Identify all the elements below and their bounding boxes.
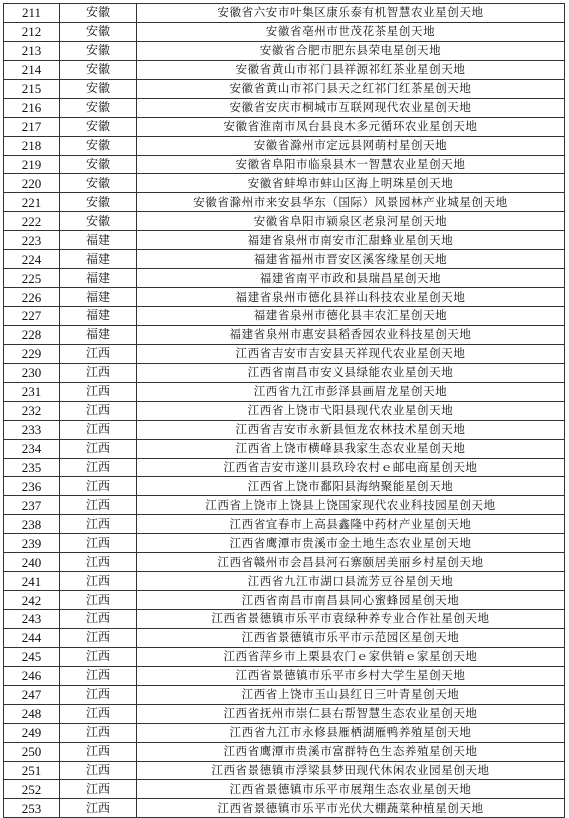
base-name-cell: 江西省景德镇市乐平市示范园区星创天地 xyxy=(137,628,565,647)
row-number-cell: 236 xyxy=(4,477,60,496)
base-name-cell: 江西省上饶市玉山县红日三叶青星创天地 xyxy=(137,685,565,704)
base-name-cell: 福建省泉州市惠安县稻香园农业科技星创天地 xyxy=(137,325,565,344)
row-number-cell: 234 xyxy=(4,439,60,458)
province-cell: 安徽 xyxy=(60,98,137,117)
province-cell: 江西 xyxy=(60,534,137,553)
table-row xyxy=(4,761,565,780)
province-cell: 江西 xyxy=(60,591,137,610)
base-name-cell: 江西省抚州市崇仁县右帮智慧生态农业星创天地 xyxy=(137,704,565,723)
table-row xyxy=(4,553,565,572)
province-cell: 安徽 xyxy=(60,79,137,98)
table-row xyxy=(4,269,565,288)
base-name-cell: 安徽省合肥市肥东县荣电星创天地 xyxy=(137,41,565,60)
base-name-cell: 安徽省阜阳市临泉县木一智慧农业星创天地 xyxy=(137,155,565,174)
table-row xyxy=(4,250,565,269)
table-row xyxy=(4,610,565,629)
base-name-cell: 江西省南昌市安义县绿能农业星创天地 xyxy=(137,363,565,382)
row-number-cell: 228 xyxy=(4,325,60,344)
province-cell: 江西 xyxy=(60,742,137,761)
row-number-cell: 251 xyxy=(4,761,60,780)
base-name-cell: 安徽省滁州市来安县华东（国际）风景园林产业城星创天地 xyxy=(137,193,565,212)
row-number-cell: 213 xyxy=(4,41,60,60)
row-number-cell: 253 xyxy=(4,799,60,818)
table-row xyxy=(4,420,565,439)
table-row xyxy=(4,288,565,307)
star-innovation-table xyxy=(3,3,565,818)
base-name-cell: 江西省上饶市鄱阳县海纳聚能星创天地 xyxy=(137,477,565,496)
province-cell: 福建 xyxy=(60,307,137,326)
table-row xyxy=(4,325,565,344)
row-number-cell: 244 xyxy=(4,628,60,647)
row-number-cell: 245 xyxy=(4,647,60,666)
province-cell: 江西 xyxy=(60,780,137,799)
province-cell: 安徽 xyxy=(60,22,137,41)
base-name-cell: 江西省萍乡市上栗县农门ｅ家供销ｅ家星创天地 xyxy=(137,647,565,666)
row-number-cell: 250 xyxy=(4,742,60,761)
base-name-cell: 江西省景德镇市浮梁县梦田现代休闲农业园星创天地 xyxy=(137,761,565,780)
row-number-cell: 242 xyxy=(4,591,60,610)
base-name-cell: 江西省鹰潭市贵溪市金土地生态农业星创天地 xyxy=(137,534,565,553)
base-name-cell: 江西省吉安市吉安县天祥现代农业星创天地 xyxy=(137,344,565,363)
table-row xyxy=(4,534,565,553)
base-name-cell: 福建省泉州市德化县祥山科技农业星创天地 xyxy=(137,288,565,307)
table-row xyxy=(4,704,565,723)
table-row xyxy=(4,572,565,591)
table-row xyxy=(4,666,565,685)
table-body xyxy=(4,4,565,818)
province-cell: 安徽 xyxy=(60,193,137,212)
row-number-cell: 231 xyxy=(4,382,60,401)
row-number-cell: 223 xyxy=(4,231,60,250)
province-cell: 福建 xyxy=(60,250,137,269)
row-number-cell: 230 xyxy=(4,363,60,382)
row-number-cell: 221 xyxy=(4,193,60,212)
province-cell: 江西 xyxy=(60,723,137,742)
table-row xyxy=(4,174,565,193)
row-number-cell: 225 xyxy=(4,269,60,288)
row-number-cell: 222 xyxy=(4,212,60,231)
base-name-cell: 江西省鹰潭市贵溪市富群特色生态养殖星创天地 xyxy=(137,742,565,761)
row-number-cell: 233 xyxy=(4,420,60,439)
row-number-cell: 247 xyxy=(4,685,60,704)
province-cell: 安徽 xyxy=(60,174,137,193)
table-row xyxy=(4,155,565,174)
province-cell: 福建 xyxy=(60,231,137,250)
row-number-cell: 227 xyxy=(4,307,60,326)
table-row xyxy=(4,477,565,496)
table-row xyxy=(4,212,565,231)
base-name-cell: 安徽省亳州市世茂花茶星创天地 xyxy=(137,22,565,41)
base-name-cell: 江西省吉安市永新县恒龙农林技术星创天地 xyxy=(137,420,565,439)
province-cell: 江西 xyxy=(60,496,137,515)
province-cell: 江西 xyxy=(60,666,137,685)
base-name-cell: 江西省南昌市南昌县同心蜜蜂园星创天地 xyxy=(137,591,565,610)
star-innovation-table-container xyxy=(3,3,564,818)
province-cell: 江西 xyxy=(60,477,137,496)
base-name-cell: 安徽省黄山市祁门县祥源祁红茶业星创天地 xyxy=(137,60,565,79)
province-cell: 江西 xyxy=(60,363,137,382)
table-row xyxy=(4,193,565,212)
table-row xyxy=(4,98,565,117)
province-cell: 安徽 xyxy=(60,4,137,23)
table-row xyxy=(4,458,565,477)
row-number-cell: 239 xyxy=(4,534,60,553)
row-number-cell: 237 xyxy=(4,496,60,515)
row-number-cell: 218 xyxy=(4,136,60,155)
base-name-cell: 江西省景德镇市乐平市乡村大学生星创天地 xyxy=(137,666,565,685)
province-cell: 江西 xyxy=(60,458,137,477)
province-cell: 福建 xyxy=(60,269,137,288)
table-row xyxy=(4,591,565,610)
base-name-cell: 江西省景德镇市乐平市袁绿种养专业合作社星创天地 xyxy=(137,610,565,629)
row-number-cell: 252 xyxy=(4,780,60,799)
province-cell: 江西 xyxy=(60,344,137,363)
province-cell: 江西 xyxy=(60,420,137,439)
base-name-cell: 江西省宜春市上高县鑫隆中药材产业星创天地 xyxy=(137,515,565,534)
table-row xyxy=(4,382,565,401)
row-number-cell: 219 xyxy=(4,155,60,174)
table-row xyxy=(4,647,565,666)
province-cell: 江西 xyxy=(60,382,137,401)
base-name-cell: 江西省景德镇市乐平市光伏大棚蔬菜种植星创天地 xyxy=(137,799,565,818)
province-cell: 福建 xyxy=(60,325,137,344)
base-name-cell: 江西省上饶市上饶县上饶国家现代农业科技园星创天地 xyxy=(137,496,565,515)
table-row xyxy=(4,307,565,326)
province-cell: 江西 xyxy=(60,704,137,723)
province-cell: 江西 xyxy=(60,610,137,629)
base-name-cell: 安徽省阜阳市颍泉区老泉河星创天地 xyxy=(137,212,565,231)
table-row xyxy=(4,363,565,382)
base-name-cell: 江西省赣州市会昌县河石寨颐居美丽乡村星创天地 xyxy=(137,553,565,572)
row-number-cell: 240 xyxy=(4,553,60,572)
table-row xyxy=(4,79,565,98)
base-name-cell: 安徽省蚌埠市蚌山区海上明珠星创天地 xyxy=(137,174,565,193)
province-cell: 江西 xyxy=(60,401,137,420)
table-row xyxy=(4,4,565,23)
row-number-cell: 232 xyxy=(4,401,60,420)
table-row xyxy=(4,723,565,742)
table-row xyxy=(4,136,565,155)
base-name-cell: 江西省景德镇市乐平市展翔生态农业星创天地 xyxy=(137,780,565,799)
row-number-cell: 226 xyxy=(4,288,60,307)
table-row xyxy=(4,685,565,704)
province-cell: 江西 xyxy=(60,553,137,572)
row-number-cell: 248 xyxy=(4,704,60,723)
table-row xyxy=(4,628,565,647)
row-number-cell: 241 xyxy=(4,572,60,591)
table-row xyxy=(4,401,565,420)
table-row xyxy=(4,41,565,60)
province-cell: 江西 xyxy=(60,761,137,780)
base-name-cell: 江西省吉安市遂川县玖玲农村ｅ邮电商星创天地 xyxy=(137,458,565,477)
base-name-cell: 江西省上饶市弋阳县现代农业星创天地 xyxy=(137,401,565,420)
base-name-cell: 安徽省滁州市定远县网萌村星创天地 xyxy=(137,136,565,155)
province-cell: 安徽 xyxy=(60,117,137,136)
row-number-cell: 212 xyxy=(4,22,60,41)
row-number-cell: 216 xyxy=(4,98,60,117)
base-name-cell: 安徽省淮南市凤台县良木多元循环农业星创天地 xyxy=(137,117,565,136)
province-cell: 江西 xyxy=(60,799,137,818)
row-number-cell: 249 xyxy=(4,723,60,742)
province-cell: 安徽 xyxy=(60,136,137,155)
table-row xyxy=(4,496,565,515)
base-name-cell: 福建省泉州市德化县丰农汇星创天地 xyxy=(137,307,565,326)
row-number-cell: 243 xyxy=(4,610,60,629)
table-row xyxy=(4,231,565,250)
base-name-cell: 安徽省六安市叶集区康乐泰有机智慧农业星创天地 xyxy=(137,4,565,23)
table-row xyxy=(4,515,565,534)
table-row xyxy=(4,22,565,41)
table-row xyxy=(4,439,565,458)
row-number-cell: 215 xyxy=(4,79,60,98)
province-cell: 安徽 xyxy=(60,155,137,174)
table-row xyxy=(4,117,565,136)
row-number-cell: 238 xyxy=(4,515,60,534)
base-name-cell: 安徽省黄山市祁门县天之红祁门红茶星创天地 xyxy=(137,79,565,98)
province-cell: 江西 xyxy=(60,572,137,591)
table-row xyxy=(4,780,565,799)
row-number-cell: 211 xyxy=(4,4,60,23)
province-cell: 安徽 xyxy=(60,60,137,79)
row-number-cell: 217 xyxy=(4,117,60,136)
row-number-cell: 224 xyxy=(4,250,60,269)
province-cell: 江西 xyxy=(60,439,137,458)
row-number-cell: 246 xyxy=(4,666,60,685)
table-row xyxy=(4,344,565,363)
base-name-cell: 江西省九江市永修县雁栖湖雁鸭养殖星创天地 xyxy=(137,723,565,742)
base-name-cell: 安徽省安庆市桐城市互联网现代农业星创天地 xyxy=(137,98,565,117)
table-row xyxy=(4,742,565,761)
province-cell: 江西 xyxy=(60,647,137,666)
province-cell: 安徽 xyxy=(60,41,137,60)
row-number-cell: 235 xyxy=(4,458,60,477)
base-name-cell: 福建省南平市政和县瑞昌星创天地 xyxy=(137,269,565,288)
base-name-cell: 江西省九江市湖口县流芳豆谷星创天地 xyxy=(137,572,565,591)
base-name-cell: 江西省九江市彭泽县画眉龙星创天地 xyxy=(137,382,565,401)
province-cell: 安徽 xyxy=(60,212,137,231)
province-cell: 江西 xyxy=(60,628,137,647)
province-cell: 福建 xyxy=(60,288,137,307)
table-row xyxy=(4,60,565,79)
province-cell: 江西 xyxy=(60,685,137,704)
row-number-cell: 229 xyxy=(4,344,60,363)
row-number-cell: 220 xyxy=(4,174,60,193)
base-name-cell: 江西省上饶市横峰县我家生态农业星创天地 xyxy=(137,439,565,458)
province-cell: 江西 xyxy=(60,515,137,534)
row-number-cell: 214 xyxy=(4,60,60,79)
base-name-cell: 福建省福州市晋安区溪客缘星创天地 xyxy=(137,250,565,269)
base-name-cell: 福建省泉州市南安市汇甜蜂业星创天地 xyxy=(137,231,565,250)
